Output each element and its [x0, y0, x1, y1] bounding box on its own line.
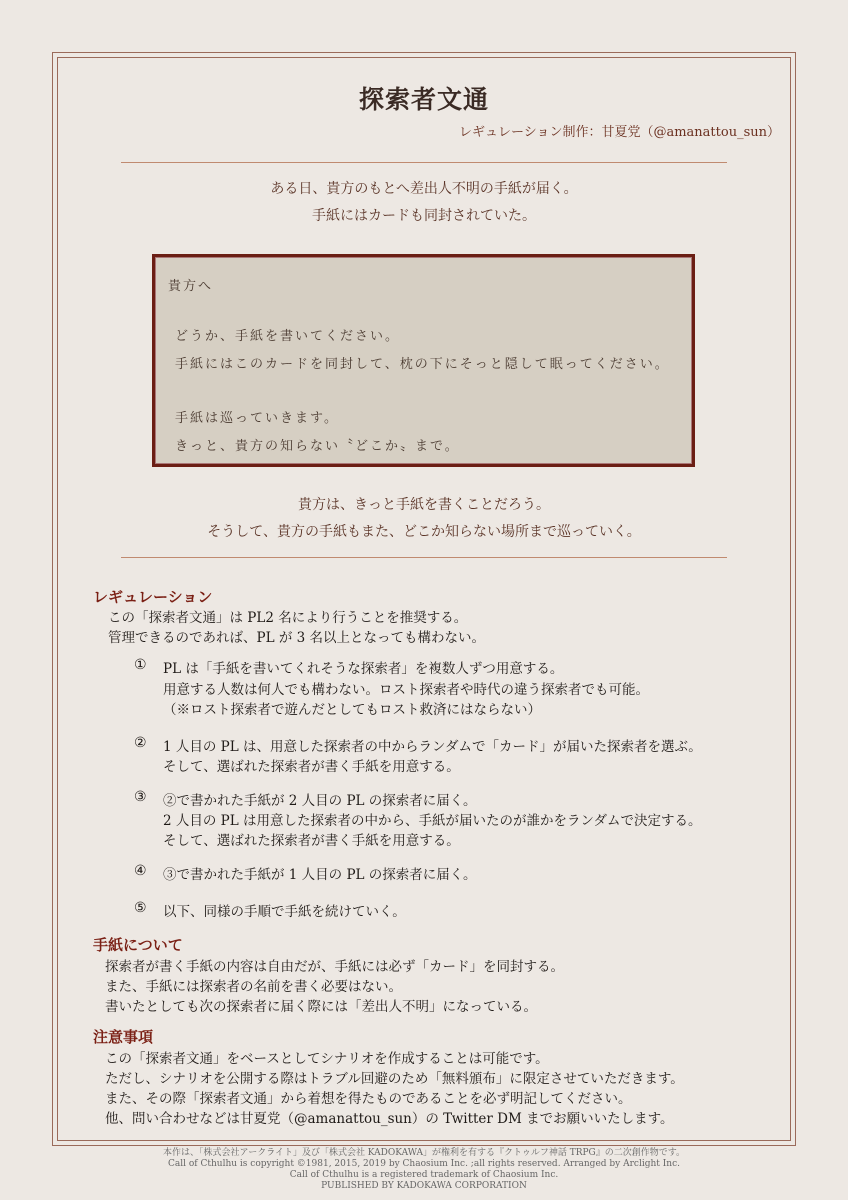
card-line: 手紙にはこのカードを同封して、枕の下にそっと隠して眠ってください。 [175, 357, 670, 372]
step-line: そして、選ばれた探索者が書く手紙を用意する。 [163, 833, 460, 849]
step-number: ③ [134, 789, 147, 805]
card-line: どうか、手紙を書いてください。 [175, 329, 401, 344]
footer-line: 本作は、「株式会社アークライト」及び「株式会社 KADOKAWA」が権利を有する『クトゥルフ神話 TRPG』の二次創作物です。 [162, 1148, 685, 1158]
top-divider [121, 162, 727, 163]
credit-line: レギュレーション制作：甘夏党（@amanattou_sun） [459, 125, 780, 140]
notes-line: ただし、シナリオを公開する際はトラブル回避のため「無料頒布」に限定させていただきます。 [105, 1071, 684, 1087]
step-line: （※ロスト探索者で遊んだとしてもロスト救済にはならない） [163, 702, 541, 718]
step-line: 1 人目の PL は、用意した探索者の中からランダムで「カード」が届いた探索者を選ぶ。 [163, 739, 702, 755]
outro-line: 貴方は、きっと手紙を書くことだろう。 [298, 497, 550, 513]
middle-divider [121, 557, 727, 558]
regulation-line: この「探索者文通」は PL2 名により行うことを推奨する。 [108, 610, 468, 626]
step-line: 2 人目の PL は用意した探索者の中から、手紙が届いたのが誰かをランダムで決定する。 [163, 813, 702, 829]
intro-line: 手紙にはカードも同封されていた。 [312, 208, 536, 224]
step-number: ② [134, 735, 147, 751]
notes-line: 他、問い合わせなどは甘夏党（@amanattou_sun）の Twitter DM までお願いいたします。 [105, 1111, 674, 1127]
letters-line: 探索者が書く手紙の内容は自由だが、手紙には必ず「カード」を同封する。 [105, 959, 564, 975]
notes-line: また、その際「探索者文通」から着想を得たものであることを必ず明記してください。 [105, 1091, 632, 1107]
letters-line: 書いたとしても次の探索者に届く際には「差出人不明」になっている。 [105, 999, 537, 1015]
document-title: 探索者文通 [358, 85, 489, 114]
card-salutation: 貴方へ [168, 279, 214, 294]
letters-heading: 手紙について [93, 936, 183, 954]
footer-line: Call of Cthulhu is a registered trademark of Chaosium Inc. [289, 1170, 559, 1180]
step-number: ⑤ [134, 900, 147, 916]
notes-line: この「探索者文通」をベースとしてシナリオを作成することは可能です。 [105, 1051, 549, 1067]
step-number: ④ [134, 863, 147, 879]
step-line: ③で書かれた手紙が 1 人目の PL の探索者に届く。 [163, 867, 477, 883]
step-line: そして、選ばれた探索者が書く手紙を用意する。 [163, 759, 460, 775]
step-line: ②で書かれた手紙が 2 人目の PL の探索者に届く。 [163, 793, 477, 809]
copyright-footer [0, 1148, 848, 1192]
intro-line: ある日、貴方のもとへ差出人不明の手紙が届く。 [270, 181, 578, 197]
regulation-heading: レギュレーション [93, 588, 213, 606]
footer-line: Call of Cthulhu is copyright ©1981, 2015, 2019 by Chaosium Inc. ;all rights reserved. Arranged by Arclight Inc. [168, 1159, 680, 1169]
step-line: PL は「手紙を書いてくれそうな探索者」を複数人ずつ用意する。 [163, 661, 564, 677]
mystery-card [152, 254, 695, 467]
footer-line: PUBLISHED BY KADOKAWA CORPORATION [321, 1181, 527, 1191]
intro-text [0, 176, 848, 230]
outro-line: そうして、貴方の手紙もまた、どこか知らない場所まで巡っていく。 [207, 524, 641, 540]
card-line: きっと、貴方の知らない〝どこか〟まで。 [175, 439, 460, 454]
outro-text [0, 492, 848, 546]
notes-heading: 注意事項 [93, 1028, 154, 1046]
letters-line: また、手紙には探索者の名前を書く必要はない。 [105, 979, 402, 995]
card-line: 手紙は巡っていきます。 [175, 411, 339, 426]
regulation-line: 管理できるのであれば、PL が 3 名以上となっても構わない。 [108, 630, 486, 646]
step-line: 以下、同様の手順で手紙を続けていく。 [163, 904, 406, 920]
step-line: 用意する人数は何人でも構わない。ロスト探索者や時代の違う探索者でも可能。 [163, 682, 649, 698]
step-number: ① [134, 657, 147, 673]
